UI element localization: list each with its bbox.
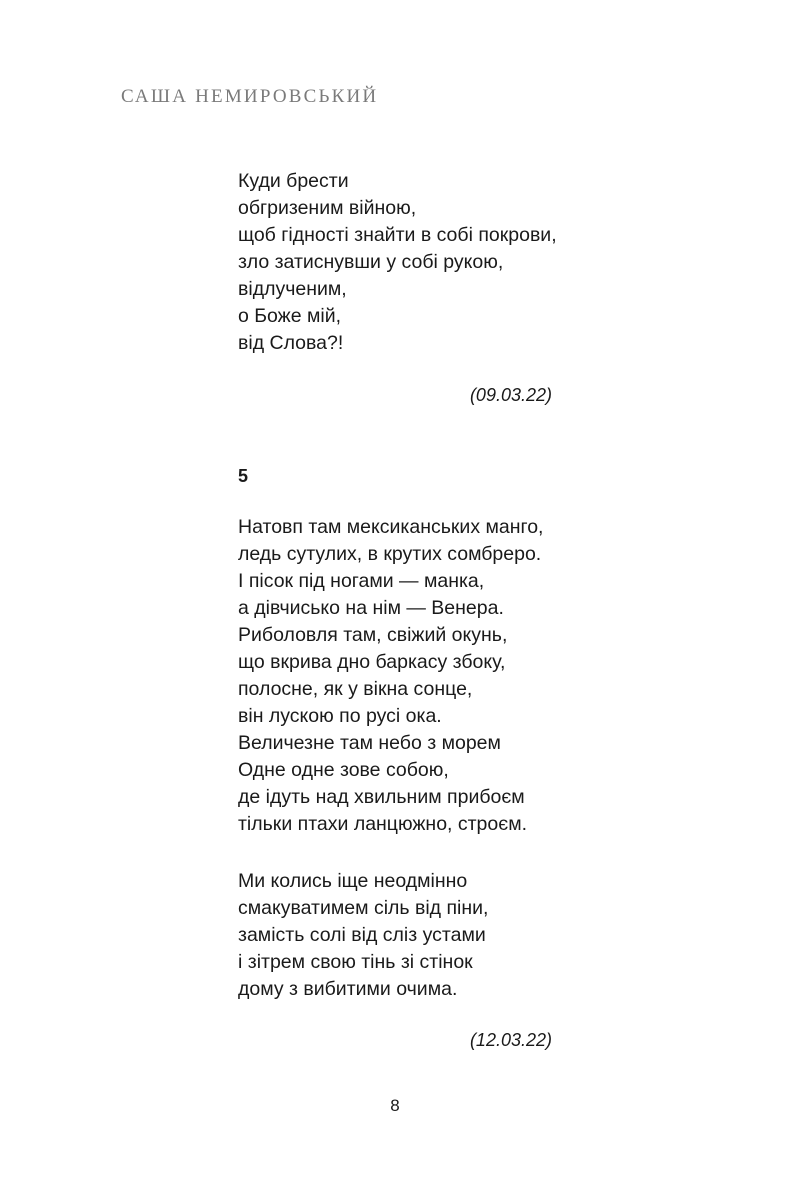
poem-date: (09.03.22) (469, 385, 552, 405)
poem-number: 5 (238, 466, 249, 486)
poem-line: а дівчисько на нім — Венера. (238, 597, 504, 619)
poem-line: Риболовля там, свіжий окунь, (238, 624, 508, 646)
poem-line: Величезне там небо з морем (238, 732, 501, 754)
poem-5-stanza-2 (238, 868, 618, 1003)
poem-line: щоб гідності знайти в собі покрови, (238, 224, 557, 246)
stanza (238, 168, 618, 357)
poem-5-stanza-1 (238, 514, 618, 838)
poem-line: полосне, як у вікна сонце, (238, 678, 473, 700)
page-number: 8 (390, 1096, 400, 1115)
poem-line: де ідуть над хвильним прибоєм (238, 786, 525, 808)
poem-line: ледь сутулих, в крутих сомбреро. (238, 543, 542, 565)
running-head: САША НЕМИРОВСЬКИЙ (121, 86, 379, 107)
poem-line: Одне одне зове собою, (238, 759, 449, 781)
poem-line: Натовп там мексиканських манго, (238, 516, 544, 538)
poem-line: замість солі від сліз устами (238, 924, 486, 946)
poem-line: що вкрива дно баркасу збоку, (238, 651, 506, 673)
poem-ending (238, 168, 618, 357)
poem-line: тільки птахи ланцюжно, строєм. (238, 813, 528, 835)
poem-line: зло затиснувши у собі рукою, (238, 251, 504, 273)
poem-line: відлученим, (238, 278, 347, 300)
poem-line: о Боже мій, (238, 305, 342, 327)
poem-date: (12.03.22) (469, 1030, 552, 1050)
poem-line: І пісок під ногами — манка, (238, 570, 485, 592)
poem-line: дому з вибитими очима. (238, 978, 458, 1000)
poem-line: Куди брести (238, 170, 349, 192)
poem-line: від Слова?! (238, 332, 344, 354)
poem-line: і зітрем свою тінь зі стінок (238, 951, 473, 973)
stanza (238, 514, 618, 838)
poem-line: він лускою по русі ока. (238, 705, 442, 727)
poem-line: смакуватимем сіль від піни, (238, 897, 489, 919)
poem-line: обгризеним війною, (238, 197, 417, 219)
poem-line: Ми колись іще неодмінно (238, 870, 468, 892)
stanza (238, 868, 618, 1003)
